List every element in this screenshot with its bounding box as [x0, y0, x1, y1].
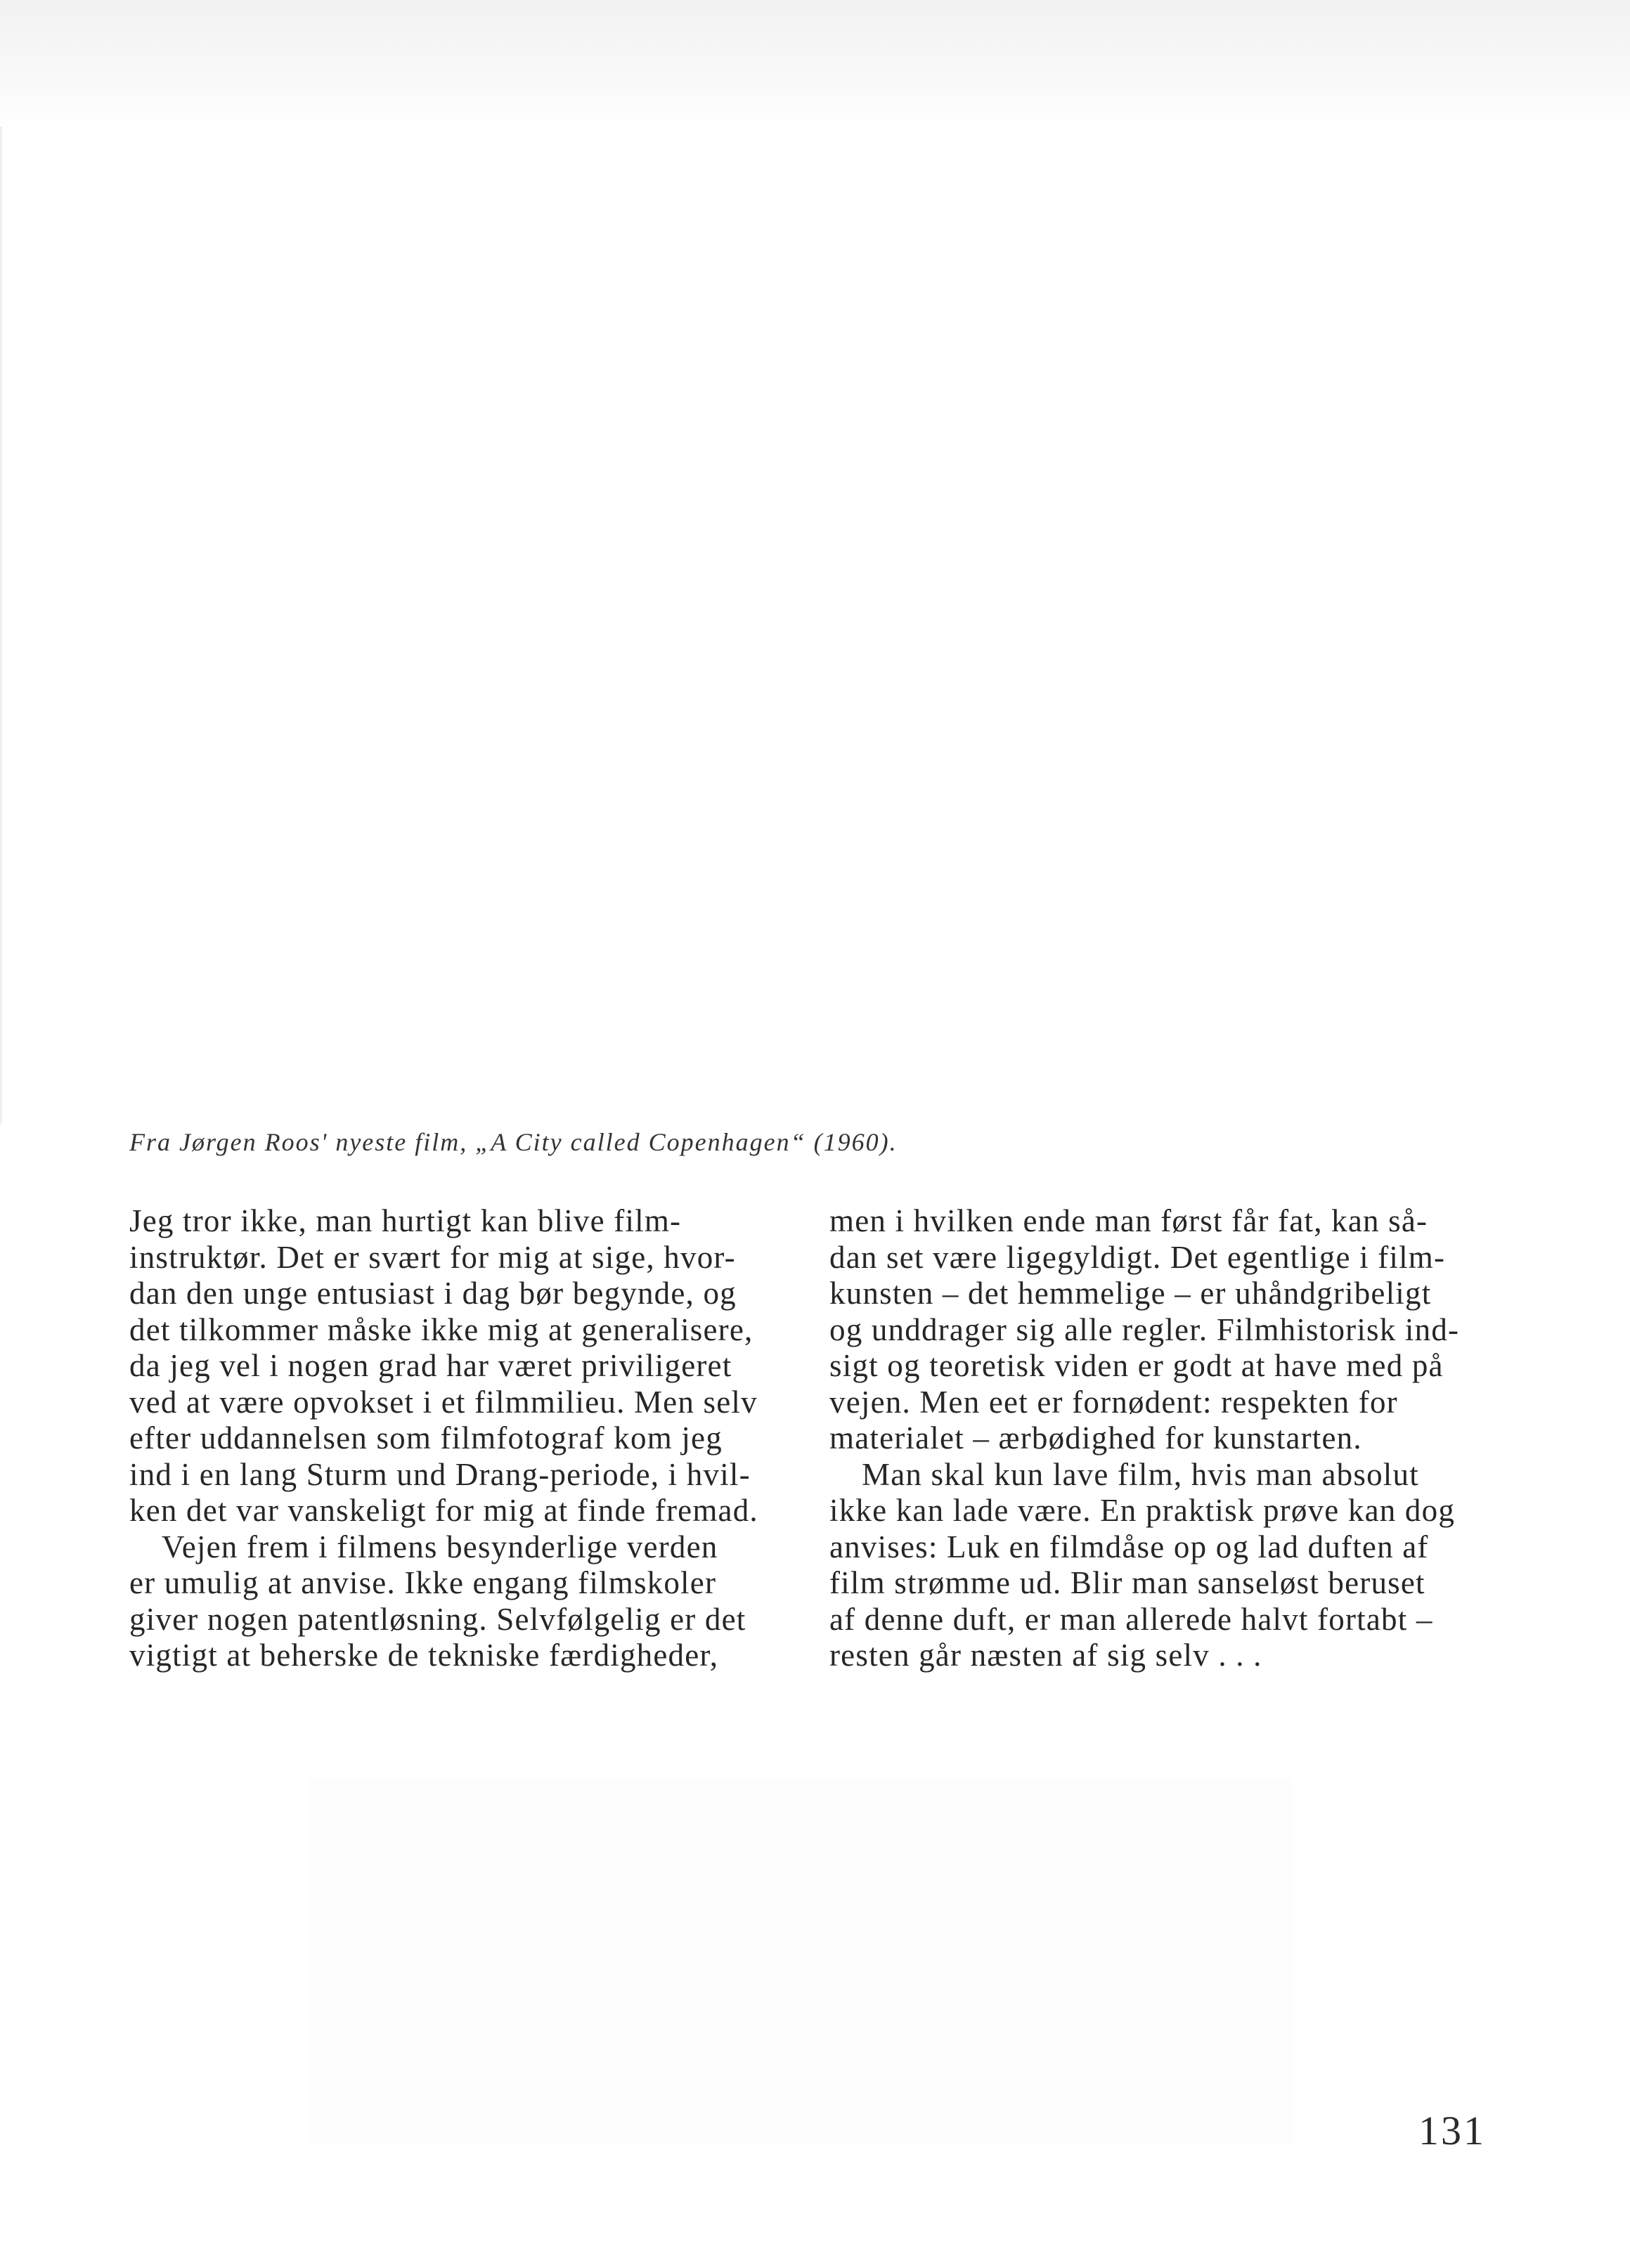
paragraph: Man skal kun lave film, hvis man absolut ikke kan lade være. En praktisk prøve kan dog anvises: Luk en filmdåse op og lad duften af film strømme ud. Blir man sanseløst beruset af denne duft, er man allerede halvt fortabt – resten går næsten af sig selv . . .	[829, 1456, 1456, 1673]
right-text-column	[829, 1203, 1476, 1674]
paragraph: men i hvilken ende man først får fat, kan så- dan set være ligegyldigt. Det egentlige i film- kunsten – det hemmelige – er uhåndgribeligt og unddrager sig alle regler. Filmhistorisk ind- sigt og teoretisk viden er godt at have med på vejen. Men eet er fornødent: respekten for materialet – ærbødighed for kunstarten.	[829, 1203, 1460, 1456]
blank-area	[309, 1778, 1293, 2144]
paragraph: Vejen frem i filmens besynderlige verden er umulig at anvise. Ikke engang filmskoler giver nogen patentløsning. Selvfølgelig er det vigtigt at beherske de tekniske færdigheder,	[129, 1529, 746, 1673]
photo-area	[0, 127, 1630, 1125]
page-number: 131	[1418, 2108, 1486, 2153]
left-text-column	[129, 1203, 776, 1674]
scan-top-shade	[0, 0, 1630, 127]
photo-caption: Fra Jørgen Roos' nyeste film, „A City called Copenhagen“ (1960).	[129, 1128, 898, 1156]
paragraph: Jeg tror ikke, man hurtigt kan blive film- instruktør. Det er svært for mig at sige, hvor- dan den unge entusiast i dag bør begynde, og det tilkommer måske ikke mig at generalisere, da jeg vel i nogen grad har været priviligeret ved at være opvokset i et filmmilieu. Men selv efter uddannelsen som filmfotograf kom jeg ind i en lang Sturm und Drang-periode, i hvil- ken det var vanskeligt for mig at finde fremad.	[129, 1203, 758, 1528]
